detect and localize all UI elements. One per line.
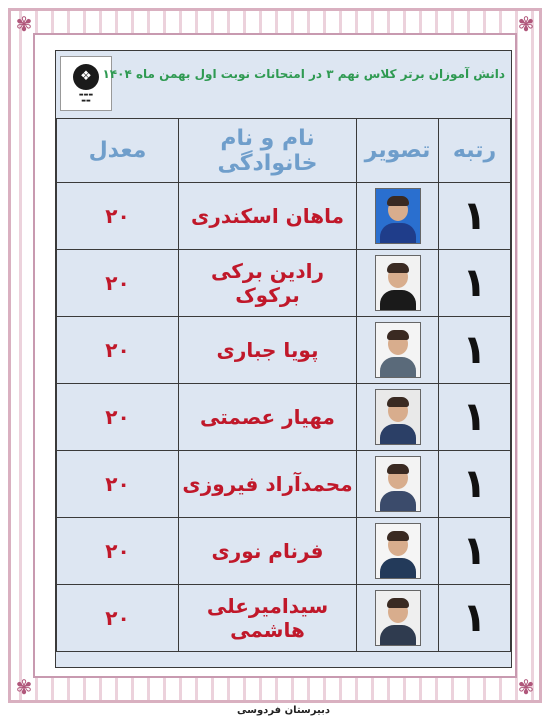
student-average: ۲۰	[105, 606, 130, 630]
rank-value: ۱	[462, 394, 487, 440]
student-photo	[375, 523, 421, 579]
student-name: رادین برکی برکوک	[211, 259, 324, 307]
table-row	[57, 317, 511, 384]
student-name: محمدآراد فیروزی	[182, 472, 353, 496]
column-header-average: معدل	[57, 119, 179, 183]
column-header-rank: رتبه	[439, 119, 511, 183]
student-average: ۲۰	[105, 405, 130, 429]
student-photo	[375, 456, 421, 512]
student-photo	[375, 322, 421, 378]
rank-value: ۱	[462, 260, 487, 306]
table-row	[57, 518, 511, 585]
student-photo	[375, 188, 421, 244]
rank-value: ۱	[462, 193, 487, 239]
table-header-row	[57, 119, 511, 183]
column-header-photo: تصویر	[357, 119, 439, 183]
corner-ornament-icon: ✾	[517, 12, 535, 36]
student-average: ۲۰	[105, 472, 130, 496]
honor-roll-sheet	[55, 50, 512, 716]
table-row	[57, 451, 511, 518]
table-row	[57, 585, 511, 652]
corner-ornament-icon: ✾	[15, 12, 33, 36]
student-name: فرنام نوری	[211, 539, 324, 563]
student-photo	[375, 590, 421, 646]
corner-ornament-icon: ✾	[15, 675, 33, 699]
column-header-name: نام و نام خانوادگی	[179, 119, 357, 183]
sheet-header	[56, 51, 511, 119]
rank-value: ۱	[462, 461, 487, 507]
table-row	[57, 384, 511, 451]
student-photo	[375, 389, 421, 445]
student-name: سیدامیرعلی هاشمی	[206, 594, 329, 642]
student-name: مهیار عصمتی	[200, 405, 335, 429]
student-average: ۲۰	[105, 271, 130, 295]
school-name: دبیرستان فردوسی	[237, 705, 330, 716]
rank-value: ۱	[462, 595, 487, 641]
rank-value: ۱	[462, 528, 487, 574]
top-students-table	[56, 118, 511, 652]
school-emblem-icon: ❖	[73, 64, 99, 90]
table-row	[57, 183, 511, 250]
page-title: دانش آموزان برتر کلاس نهم ۳ در امتحانات نوبت اول بهمن ماه ۱۴۰۴	[102, 67, 505, 81]
student-average: ۲۰	[105, 204, 130, 228]
student-average: ۲۰	[105, 539, 130, 563]
school-logo: ❖ ▬▬▬ ▬▬	[60, 56, 112, 111]
student-photo	[375, 255, 421, 311]
student-name: ماهان اسکندری	[190, 204, 345, 228]
student-name: پویا جباری	[216, 338, 319, 362]
student-average: ۲۰	[105, 338, 130, 362]
rank-value: ۱	[462, 327, 487, 373]
table-row	[57, 250, 511, 317]
corner-ornament-icon: ✾	[517, 675, 535, 699]
